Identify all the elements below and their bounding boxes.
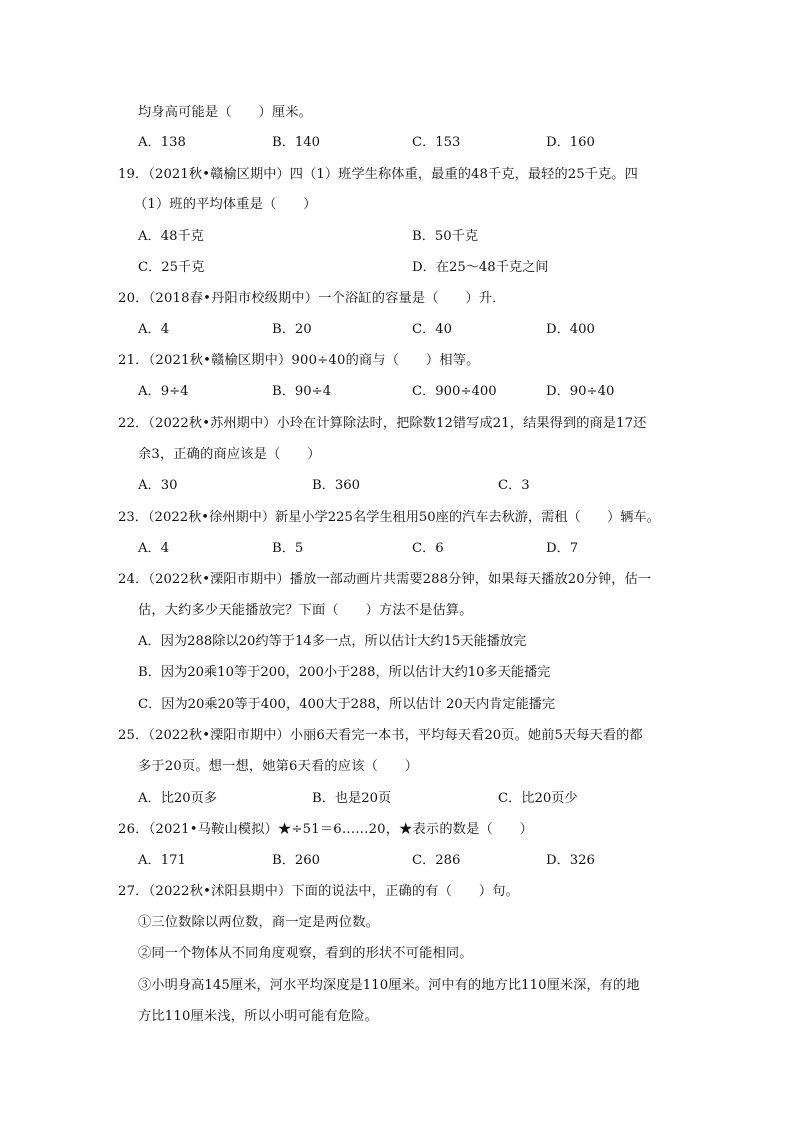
q22-stem-line2: 余3，正确的商应该是（ ）: [138, 447, 321, 462]
q27-statement-3-line2: 方比110厘米浅，所以小明可能有危险。: [138, 1009, 378, 1024]
q22-option-a: A．30: [138, 478, 178, 493]
q24-option-c: C．因为20乘20等于400，400大于288，所以估计 20天内肯定能播完: [138, 697, 556, 712]
q24-stem-line1: 24．（2022秋•溧阳市期中）播放一部动画片共需要288分钟，如果每天播放20分钟，估一: [118, 572, 652, 587]
q27-statement-2: ②同一个物体从不同角度观察，看到的形状不可能相同。: [138, 946, 473, 961]
q26-option-b: B．260: [272, 853, 321, 868]
q24-option-b: B．因为20乘10等于200，200小于288，所以估计大约10多天能播完: [138, 665, 551, 680]
q18-option-d: D．160: [546, 135, 595, 150]
q23-option-b: B．5: [272, 541, 304, 556]
q18-option-b: B．140: [272, 135, 321, 150]
q26-option-c: C．286: [412, 853, 461, 868]
q25-option-a: A．比20页多: [138, 791, 218, 806]
q21-stem: 21．（2021秋•赣榆区期中）900÷40的商与（ ）相等。: [118, 353, 480, 368]
q21-option-c: C．900÷400: [412, 384, 497, 399]
q25-option-b: B．也是20页: [312, 791, 392, 806]
q20-option-d: D．400: [546, 322, 595, 337]
q19-stem-line1: 19．（2021秋•赣榆区期中）四（1）班学生称体重，最重的48千克，最轻的25千克。四: [118, 167, 638, 182]
q19-option-b: B．50千克: [412, 229, 479, 244]
q20-stem: 20．（2018春•丹阳市校级期中）一个浴缸的容量是（ ）升．: [118, 291, 506, 306]
q25-stem-line1: 25．（2022秋•溧阳市期中）小丽6天看完一本书，平均每天看20页。她前5天每天看的都: [118, 728, 643, 743]
q21-option-a: A．9÷4: [138, 384, 189, 399]
q23-option-a: A．4: [138, 541, 170, 556]
q20-option-c: C．40: [412, 322, 453, 337]
q19-option-d: D．在25～48千克之间: [412, 260, 549, 275]
q23-option-d: D．7: [546, 541, 579, 556]
q27-statement-1: ①三位数除以两位数，商一定是两位数。: [138, 915, 379, 930]
q18-stem-line2: 均身高可能是（ ）厘米。: [138, 105, 313, 120]
q26-option-d: D．326: [546, 853, 595, 868]
q22-option-b: B．360: [312, 478, 361, 493]
q18-option-c: C．153: [412, 135, 461, 150]
q26-option-a: A．171: [138, 853, 186, 868]
q22-stem-line1: 22．（2022秋•苏州期中）小玲在计算除法时，把除数12错写成21，结果得到的商是17还: [118, 416, 647, 431]
q21-option-d: D．90÷40: [546, 384, 615, 399]
q20-option-a: A．4: [138, 322, 170, 337]
q26-stem: 26．（2021•马鞍山模拟）★÷51＝6……20，★表示的数是（ ）: [118, 822, 534, 837]
q23-option-c: C．6: [412, 541, 444, 556]
q25-stem-line2: 多于20页。想一想，她第6天看的应该（ ）: [138, 759, 419, 774]
q27-statement-3-line1: ③小明身高145厘米，河水平均深度是110厘米。河中有的地方比110厘米深，有的地: [138, 978, 640, 993]
q24-option-a: A．因为288除以20约等于14多一点，所以估计大约15天能播放完: [138, 634, 527, 649]
q23-stem: 23．（2022秋•徐州期中）新星小学225名学生租用50座的汽车去秋游，需租（ ）辆车。: [118, 510, 660, 525]
q27-stem: 27．（2022秋•沭阳县期中）下面的说法中，正确的有（ ）句。: [118, 884, 519, 899]
q20-option-b: B．20: [272, 322, 312, 337]
q19-stem-line2: （1）班的平均体重是（ ）: [134, 197, 317, 212]
q21-option-b: B．90÷4: [272, 384, 332, 399]
q25-option-c: C．比20页少: [498, 791, 578, 806]
q19-option-a: A．48千克: [138, 229, 204, 244]
q24-stem-line2: 估，大约多少天能播放完？下面（ ）方法不是估算。: [138, 603, 473, 618]
q22-option-c: C．3: [498, 478, 530, 493]
q19-option-c: C．25千克: [138, 260, 205, 275]
q18-option-a: A．138: [138, 135, 186, 150]
